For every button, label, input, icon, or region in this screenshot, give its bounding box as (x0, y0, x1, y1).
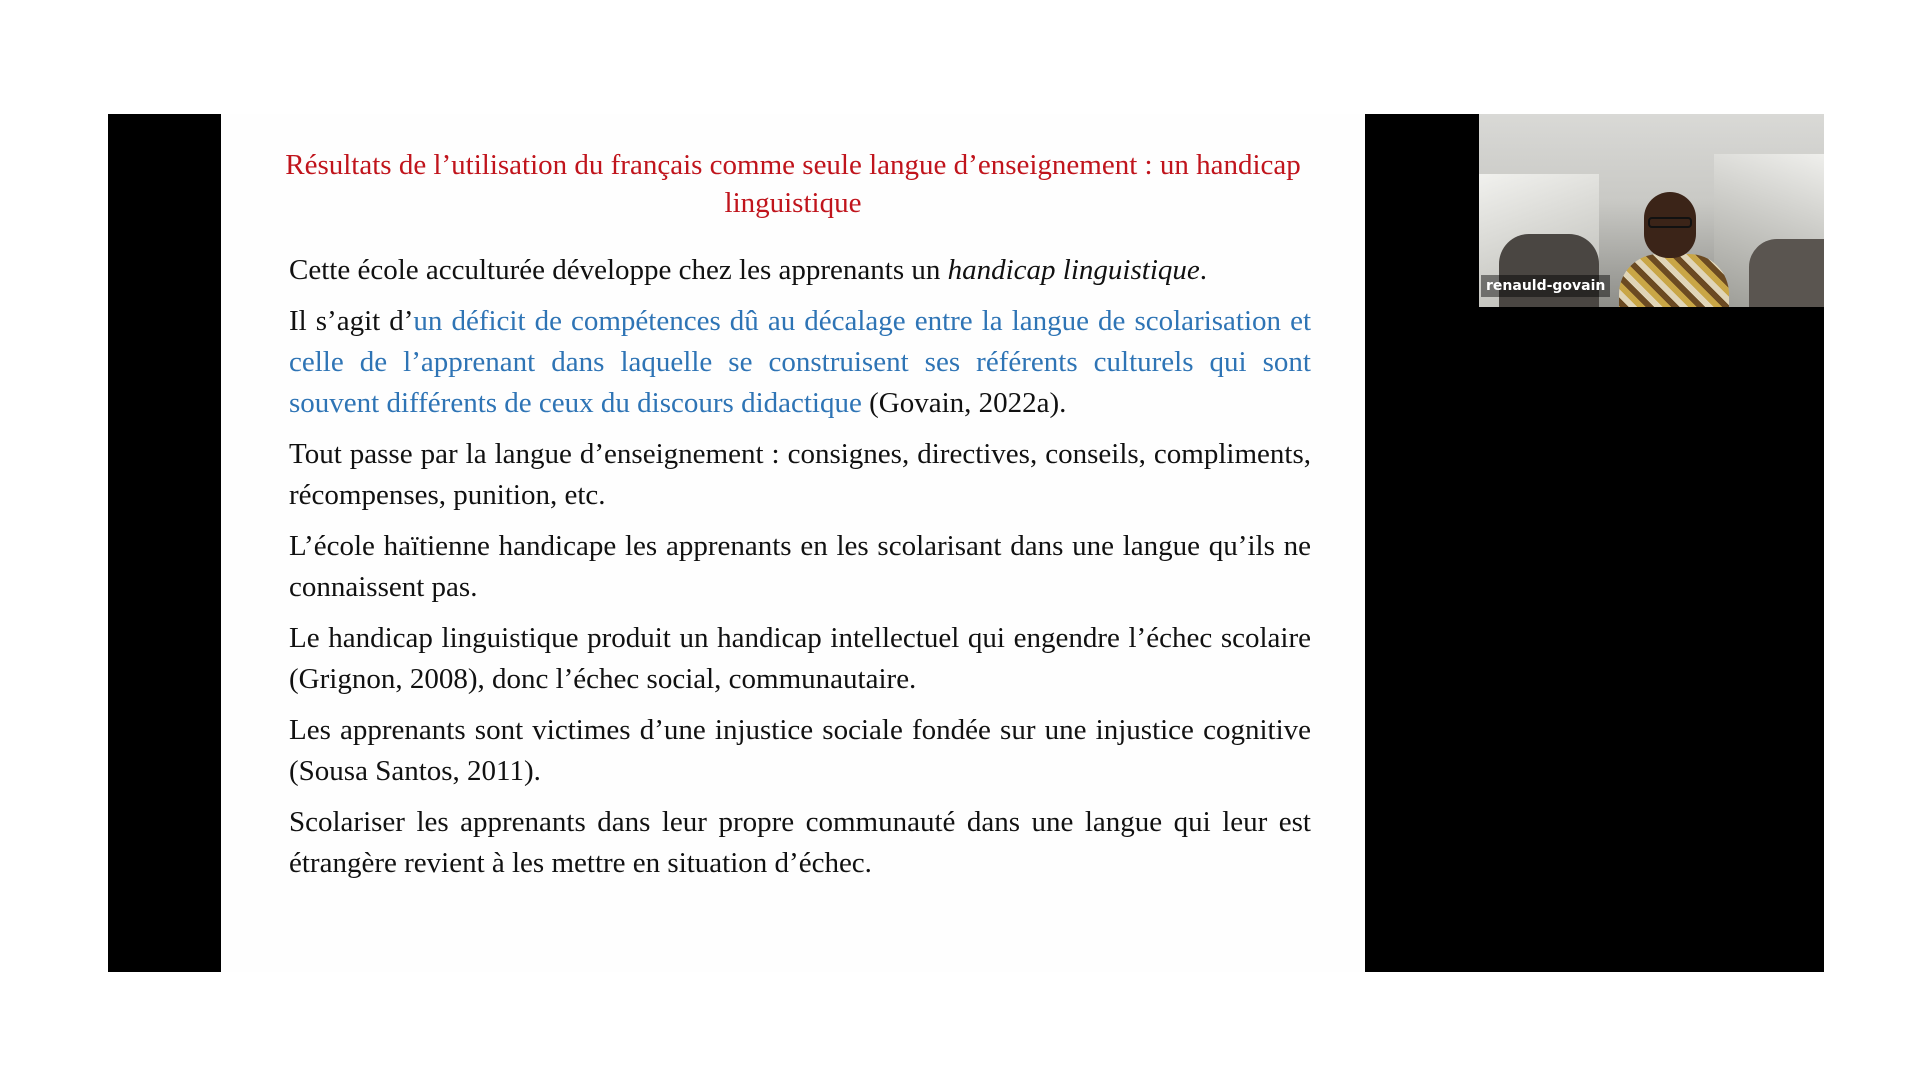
participant-video-tile[interactable] (1479, 114, 1824, 307)
slide-paragraph-7: Scolariser les apprenants dans leur propre communauté dans une langue qui leur est étrangère revient à les mettre en situation d’échec. (289, 806, 1311, 879)
paragraph-2-highlight: un déficit de compétences dû au décalage entre la langue de scolarisation et celle de l’apprenant dans laquelle se construisent ses référents culturels qui sont souvent différents de ceux du discours didactique (289, 305, 1312, 419)
paragraph-1-italic: handicap linguistique (947, 254, 1200, 286)
slide-paragraph-1 (289, 250, 1311, 291)
slide-body (289, 250, 1311, 894)
paragraph-1-end: . (1199, 254, 1207, 286)
participant-name-label: renauld-govain (1481, 275, 1610, 297)
slide-paragraph-3: Tout passe par la langue d’enseignement : consignes, directives, conseils, compliments, récompenses, punition, etc. (289, 438, 1311, 511)
slide-paragraph-2 (289, 301, 1311, 424)
paragraph-2-start: Il s’agit d’ (289, 305, 414, 337)
participant-glasses (1648, 217, 1692, 228)
video-background-seat-right (1749, 239, 1824, 307)
screen-share-stage (108, 114, 1824, 972)
slide-paragraph-5: Le handicap linguistique produit un handicap intellectuel qui engendre l’échec scolaire (Grignon, 2008), donc l’échec social, communautaire. (289, 622, 1311, 695)
slide-paragraph-4: L’école haïtienne handicape les apprenants en les scolarisant dans une langue qu’ils ne connaissent pas. (289, 530, 1311, 603)
slide-paragraph-6: Les apprenants sont victimes d’une injustice sociale fondée sur une injustice cognitive (Sousa Santos, 2011). (289, 714, 1311, 787)
presentation-slide (221, 114, 1365, 972)
participant-body (1619, 254, 1729, 307)
slide-title: Résultats de l’utilisation du français comme seule langue d’enseignement : un handicap linguistique (285, 149, 1301, 219)
paragraph-1-text: Cette école acculturée développe chez les apprenants un (289, 254, 948, 286)
paragraph-2-end: (Govain, 2022a). (861, 387, 1067, 419)
participant-video-figure (1619, 192, 1729, 307)
